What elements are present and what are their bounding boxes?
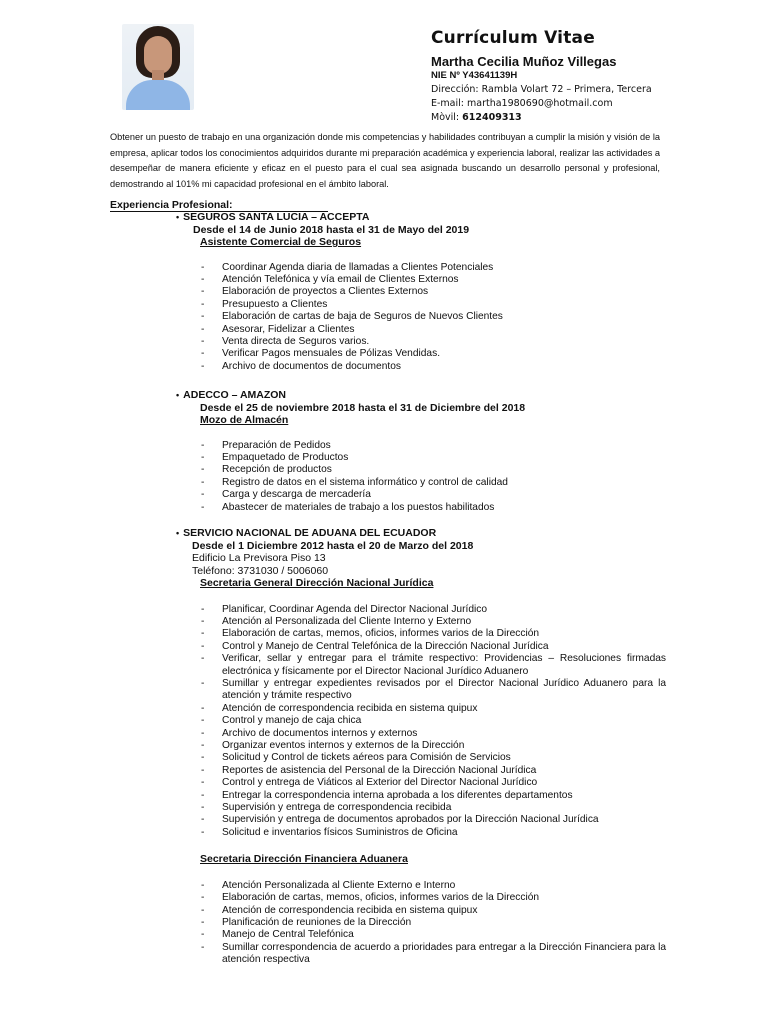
task-item <box>176 274 666 286</box>
dash-icon: - <box>201 916 205 928</box>
dash-icon: - <box>201 464 205 476</box>
company-name: SEGUROS SANTA LUCIA – ACCEPTA <box>183 211 370 223</box>
task-text: Atención Personalizada al Cliente Externo e Interno <box>222 879 456 891</box>
dash-icon: - <box>201 640 205 652</box>
job-role: Mozo de Almacén <box>200 414 289 426</box>
task-item <box>176 929 666 941</box>
task-text: Elaboración de cartas, memos, oficios, informes varios de la Dirección <box>222 892 540 904</box>
job-role: Asistente Comercial de Seguros <box>200 236 362 248</box>
job-dates: Desde el 14 de Junio 2018 hasta el 31 de Mayo del 2019 <box>193 223 470 236</box>
dash-icon: - <box>201 739 205 751</box>
task-item <box>176 311 666 323</box>
task-item <box>176 728 666 740</box>
nie-number: NIE Nº Y43641139H <box>431 70 518 81</box>
task-item <box>176 703 666 715</box>
task-item <box>176 348 666 360</box>
task-item <box>176 324 666 336</box>
mobile-label: Mòvil: <box>431 112 460 123</box>
dash-icon: - <box>201 777 205 789</box>
task-item <box>176 917 666 929</box>
task-text: Control y Manejo de Central Telefónica de la Dirección Nacional Jurídica <box>222 640 549 652</box>
job-building: Edificio La Previsora Piso 13 <box>192 552 326 564</box>
job-company <box>176 527 666 540</box>
company-name: SERVICIO NACIONAL DE ADUANA DEL ECUADOR <box>183 527 437 539</box>
dash-icon: - <box>201 727 205 739</box>
task-text: Atención Telefónica y vía email de Clientes Externos <box>222 273 459 285</box>
job-role: Secretaria General Dirección Nacional Jurídica <box>200 577 434 589</box>
task-text: Preparación de Pedidos <box>222 439 331 451</box>
task-list <box>176 262 666 374</box>
task-item <box>176 641 666 653</box>
mobile-number: 612409313 <box>462 112 522 123</box>
task-text: Archivo de documentos internos y externos <box>222 727 418 739</box>
objective-paragraph: Obtener un puesto de trabajo en una organización donde mis competencias y habilidades contribuyan a cumplir la misión y visión de la empresa, aplicar todos los conocimientos adquiridos durante mi preparación académica y experiencia laboral, realizar las actividades a desempeñar de manera eficiente y eficaz en el puesto para el cual sea asignada buscando un desarrollo personal y profesional, demostrando al 101% mi capacidad profesional en el ámbito laboral. <box>110 132 661 189</box>
dash-icon: - <box>201 323 205 335</box>
task-item <box>176 715 666 727</box>
dash-icon: - <box>201 715 205 727</box>
task-text: Manejo de Central Telefónica <box>222 929 354 941</box>
task-text: Sumillar y entregar expedientes revisados por el Director Nacional Jurídico Aduanero para la atención y trámite respectivo <box>222 677 666 702</box>
contact-header <box>431 28 652 123</box>
task-item <box>176 678 666 703</box>
task-item <box>176 653 666 678</box>
task-text: Recepción de productos <box>222 464 332 476</box>
dash-icon: - <box>201 764 205 776</box>
dash-icon: - <box>201 802 205 813</box>
job-entry <box>176 527 666 967</box>
task-text: Elaboración de cartas de baja de Seguros de Nuevos Clientes <box>222 311 503 323</box>
job-phone: Teléfono: 3731030 / 5006060 <box>192 564 329 577</box>
mobile <box>431 112 652 123</box>
task-text: Coordinar Agenda diaria de llamadas a Clientes Potenciales <box>222 261 494 273</box>
task-text: Organizar eventos internos y externos de la Dirección <box>222 739 465 751</box>
task-item <box>176 604 666 616</box>
task-item <box>176 942 666 967</box>
task-text: Registro de datos en el sistema informático y control de calidad <box>222 476 508 488</box>
task-text: Reportes de asistencia del Personal de la Dirección Nacional Jurídica <box>222 764 537 776</box>
dash-icon: - <box>201 335 205 347</box>
task-text: Archivo de documentos de documentos <box>222 360 401 372</box>
dash-icon: - <box>201 476 205 488</box>
task-text: Solicitud e inventarios físicos Suministros de Oficina <box>222 826 458 838</box>
dash-icon: - <box>201 628 205 640</box>
task-item <box>176 299 666 311</box>
task-item <box>176 262 666 274</box>
job-dates: Desde el 1 Diciembre 2012 hasta el 20 de Marzo del 2018 <box>192 539 474 552</box>
task-item <box>176 361 666 373</box>
task-item <box>176 905 666 917</box>
task-item <box>176 777 666 789</box>
task-item <box>176 440 666 452</box>
task-text: Atención al Personalizada del Cliente Interno y Externo <box>222 615 472 627</box>
dash-icon: - <box>201 702 205 714</box>
dash-icon: - <box>201 615 205 627</box>
dash-icon: - <box>201 789 205 801</box>
task-text: Empaquetado de Productos <box>222 451 349 463</box>
task-text: Planificación de reuniones de la Dirección <box>222 916 412 928</box>
task-item <box>176 880 666 892</box>
profile-photo <box>122 24 194 110</box>
dash-icon: - <box>201 603 205 615</box>
task-text: Supervisión y entrega de documentos aprobados por la Dirección Nacional Jurídica <box>222 814 599 826</box>
cv-title: Currículum Vitae <box>431 28 595 48</box>
task-text: Abastecer de materiales de trabajo a los puestos habilitados <box>222 501 495 513</box>
task-list <box>176 880 666 967</box>
task-text: Control y manejo de caja chica <box>222 715 362 727</box>
task-list <box>176 604 666 840</box>
task-text: Verificar, sellar y entregar para el trámite respectivo: Providencias – Resoluciones firmadas electrónica y físicamente por el Director Nacional Jurídico Aduanero <box>222 653 666 677</box>
task-text: Asesorar, Fidelizar a Clientes <box>222 323 355 335</box>
bullet-icon: • <box>176 390 180 400</box>
dash-icon: - <box>201 826 205 838</box>
dash-icon: - <box>201 904 205 916</box>
company-name: ADECCO – AMAZON <box>183 389 287 401</box>
task-text: Atención de correspondencia recibida en sistema quipux <box>222 702 478 714</box>
dash-icon: - <box>201 941 205 953</box>
task-item <box>176 752 666 764</box>
task-item <box>176 790 666 802</box>
dash-icon: - <box>201 451 205 463</box>
address: Dirección: Rambla Volart 72 – Primera, Tercera <box>431 84 652 95</box>
dash-icon: - <box>201 298 205 310</box>
task-text: Sumillar correspondencia de acuerdo a prioridades para entregar a la Dirección Financiera para la atención respectiva <box>222 941 666 966</box>
bullet-icon: • <box>176 528 180 538</box>
task-text: Venta directa de Seguros varios. <box>222 335 370 347</box>
dash-icon: - <box>201 439 205 451</box>
bullet-icon: • <box>176 212 180 222</box>
email: E-mail: martha1980690@hotmail.com <box>431 98 613 109</box>
job-role-secondary: Secretaria Dirección Financiera Aduanera <box>200 853 408 866</box>
dash-icon: - <box>201 752 205 764</box>
task-item <box>176 814 666 826</box>
dash-icon: - <box>201 892 205 904</box>
task-item <box>176 336 666 348</box>
dash-icon: - <box>201 348 205 360</box>
task-list <box>176 440 666 514</box>
task-text: Control y entrega de Viáticos al Exterior del Director Nacional Jurídico <box>222 777 538 789</box>
task-text: Supervisión y entrega de correspondencia recibida <box>222 802 452 813</box>
job-company <box>176 389 666 402</box>
task-text: Entregar la correspondencia interna aprobada a los diferentes departamentos <box>222 789 573 801</box>
dash-icon: - <box>201 360 205 372</box>
task-text: Verificar Pagos mensuales de Pólizas Vendidas. <box>222 348 441 360</box>
task-text: Elaboración de proyectos a Clientes Externos <box>222 286 429 298</box>
task-item <box>176 286 666 298</box>
task-item <box>176 892 666 904</box>
task-item <box>176 489 666 501</box>
dash-icon: - <box>201 273 205 285</box>
photo-face <box>144 36 172 74</box>
task-item <box>176 765 666 777</box>
task-item <box>176 502 666 514</box>
dash-icon: - <box>201 814 205 826</box>
dash-icon: - <box>201 311 205 323</box>
dash-icon: - <box>201 501 205 513</box>
task-text: Solicitud y Control de tickets aéreos para Comisión de Servicios <box>222 752 511 764</box>
task-text: Planificar, Coordinar Agenda del Director Nacional Jurídico <box>222 603 488 615</box>
job-company <box>176 211 666 224</box>
dash-icon: - <box>201 489 205 501</box>
candidate-name: Martha Cecilia Muñoz Villegas <box>431 54 617 69</box>
task-item <box>176 616 666 628</box>
dash-icon: - <box>201 261 205 273</box>
task-item <box>176 827 666 839</box>
job-entry <box>176 211 666 373</box>
dash-icon: - <box>201 286 205 298</box>
dash-icon: - <box>201 653 205 665</box>
section-title-experience: Experiencia Profesional: <box>110 199 328 212</box>
task-item <box>176 452 666 464</box>
dash-icon: - <box>201 879 205 891</box>
task-text: Presupuesto a Clientes <box>222 298 328 310</box>
task-text: Elaboración de cartas, memos, oficios, informes varios de la Dirección <box>222 628 540 640</box>
photo-shirt <box>126 80 190 110</box>
dash-icon: - <box>201 929 205 941</box>
task-item <box>176 802 666 814</box>
task-item <box>176 740 666 752</box>
task-item <box>176 628 666 640</box>
job-dates: Desde el 25 de noviembre 2018 hasta el 31 de Diciembre del 2018 <box>200 401 526 414</box>
task-text: Carga y descarga de mercadería <box>222 489 371 501</box>
task-item <box>176 477 666 489</box>
task-text: Atención de correspondencia recibida en sistema quipux <box>222 904 478 916</box>
job-entry <box>176 389 666 514</box>
task-item <box>176 464 666 476</box>
dash-icon: - <box>201 677 205 689</box>
